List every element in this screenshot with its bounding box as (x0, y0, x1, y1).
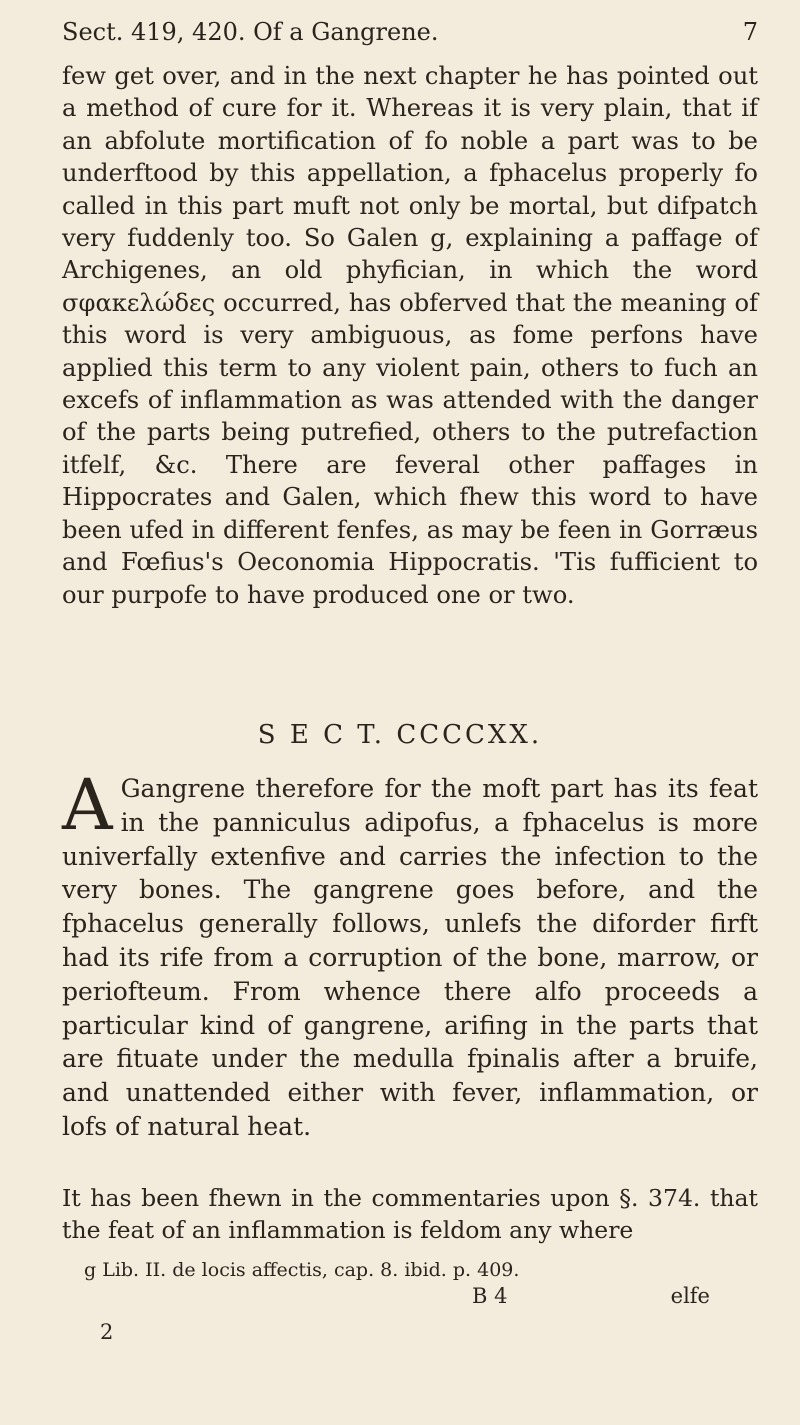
signature-row (62, 1284, 758, 1314)
running-header (62, 14, 758, 54)
paragraph-3-text: It has been fhewn in the commentaries upon §. 374. that the feat of an inflammation is feldom any where (62, 1184, 758, 1244)
paragraph-2 (62, 764, 758, 1144)
drop-cap: A (62, 764, 113, 846)
bottom-page-mark: 2 (100, 1320, 114, 1344)
paragraph-1-text: few get over, and in the next chapter he has pointed out a method of cure for it. Whereas it is very plain, that if an abfolute mortification of fo noble a part was to be underftood by this appellation, a fphacelus properly fo called in this part muft not only be mortal, but difpatch very fuddenly too. So Galen g, explaining a paffage of Archigenes, an old phyfician, in which the word σφακελώδες occurred, has obferved that the meaning of this word is very ambiguous, as fome perfons have applied this term to any violent pain, others to fuch an excefs of inflammation as was attended with the danger of the parts being putrefied, others to the putrefaction itfelf, &c. There are feveral other paffages in Hippocrates and Galen, which fhew this word to have been ufed in different fenfes, as may be feen in Gorræus and Fœfius's Oeconomia Hippocratis. 'Tis fufficient to our purpofe to have produced one or two. (62, 62, 758, 609)
catchword: elfe (670, 1284, 710, 1308)
header-title: Sect. 419, 420. Of a Gangrene. (62, 18, 439, 46)
paragraph-2-text: Gangrene therefore for the moft part has its feat in the panniculus adipofus, a fphacelus is more univerfally extenfive and carries the infection to the very bones. The gangrene goes before, and the fphacelus generally follows, unlefs the diforder firft had its rife from a corruption of the bone, marrow, or periofteum. From whence there alfo proceeds a particular kind of gangrene, arifing in the parts that are fituate under the medulla fpinalis after a bruife, and unattended either with fever, inflammation, or lofs of natural heat. (62, 774, 758, 1141)
footnote-text: g Lib. II. de locis affectis, cap. 8. ibid. p. 409. (84, 1259, 520, 1281)
signature-mark: B 4 (472, 1284, 508, 1308)
footnote (62, 1258, 758, 1282)
paragraph-3 (62, 1182, 758, 1246)
section-heading: S E C T. CCCCXX. (257, 720, 543, 750)
header-page-number: 7 (742, 18, 758, 46)
paragraph-1 (62, 60, 758, 611)
